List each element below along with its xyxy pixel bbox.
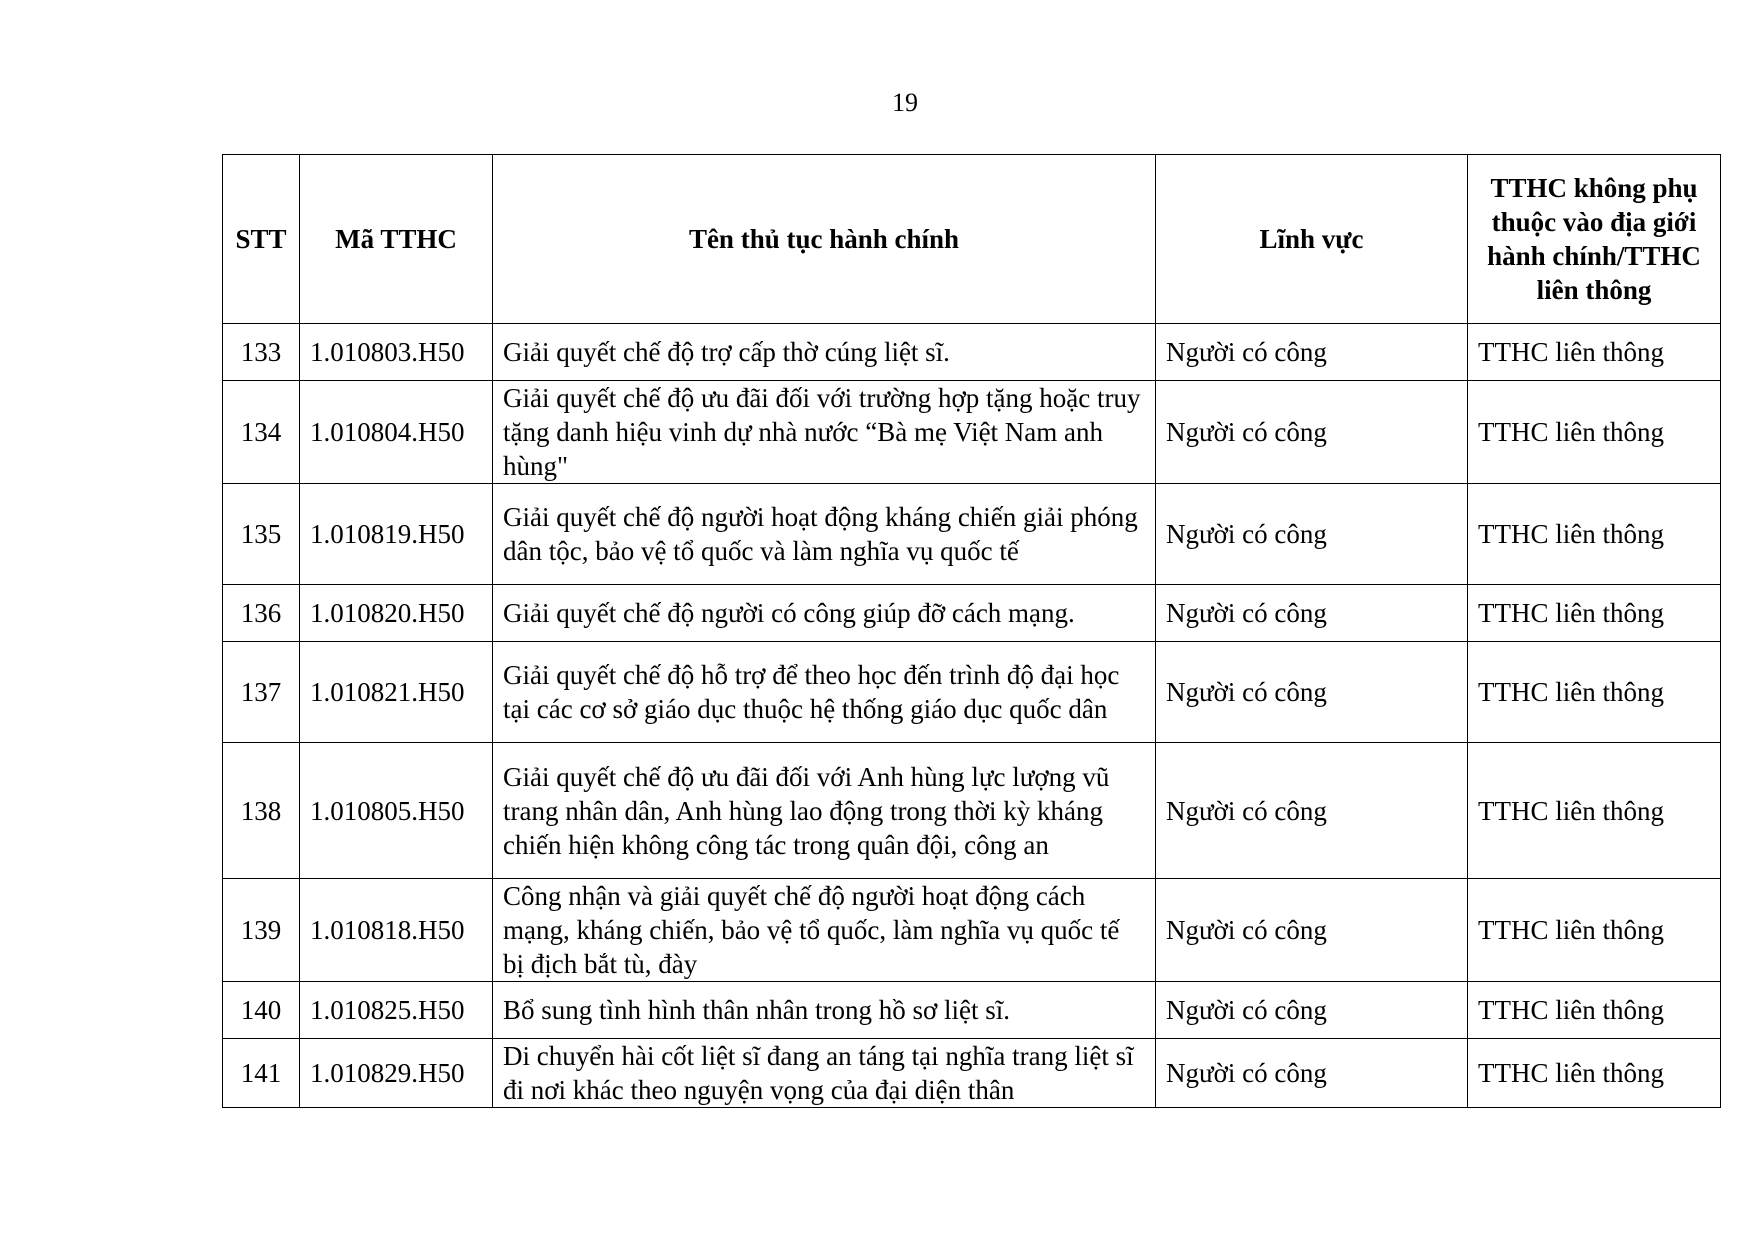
cell-type: TTHC liên thông xyxy=(1468,381,1721,484)
cell-stt: 138 xyxy=(223,743,300,879)
cell-name: Giải quyết chế độ ưu đãi đối với Anh hùng lực lượng vũ trang nhân dân, Anh hùng lao động trong thời kỳ kháng chiến hiện không công tác trong quân đội, công an xyxy=(493,743,1156,879)
cell-stt: 136 xyxy=(223,585,300,642)
cell-field: Người có công xyxy=(1156,585,1468,642)
cell-code: 1.010821.H50 xyxy=(300,642,493,743)
header-stt: STT xyxy=(223,155,300,324)
header-type: TTHC không phụ thuộc vào địa giới hành chính/TTHC liên thông xyxy=(1468,155,1721,324)
cell-code: 1.010829.H50 xyxy=(300,1039,493,1108)
page-number: 19 xyxy=(892,88,918,117)
header-field: Lĩnh vực xyxy=(1156,155,1468,324)
cell-name: Giải quyết chế độ ưu đãi đối với trường hợp tặng hoặc truy tặng danh hiệu vinh dự nhà nước “Bà mẹ Việt Nam anh hùng" xyxy=(493,381,1156,484)
table-row xyxy=(223,381,1721,484)
header-code: Mã TTHC xyxy=(300,155,493,324)
table-row xyxy=(223,879,1721,982)
cell-field: Người có công xyxy=(1156,879,1468,982)
cell-type: TTHC liên thông xyxy=(1468,642,1721,743)
cell-name: Giải quyết chế độ người hoạt động kháng chiến giải phóng dân tộc, bảo vệ tổ quốc và làm nghĩa vụ quốc tế xyxy=(493,484,1156,585)
table-row xyxy=(223,585,1721,642)
table-row xyxy=(223,1039,1721,1108)
cell-type: TTHC liên thông xyxy=(1468,484,1721,585)
table-row xyxy=(223,982,1721,1039)
table-header-row xyxy=(223,155,1721,324)
cell-code: 1.010825.H50 xyxy=(300,982,493,1039)
cell-code: 1.010803.H50 xyxy=(300,324,493,381)
table-row xyxy=(223,642,1721,743)
cell-field: Người có công xyxy=(1156,1039,1468,1108)
cell-field: Người có công xyxy=(1156,484,1468,585)
cell-code: 1.010818.H50 xyxy=(300,879,493,982)
cell-type: TTHC liên thông xyxy=(1468,324,1721,381)
cell-type: TTHC liên thông xyxy=(1468,743,1721,879)
cell-name: Bổ sung tình hình thân nhân trong hồ sơ liệt sĩ. xyxy=(493,982,1156,1039)
cell-name: Giải quyết chế độ hỗ trợ để theo học đến trình độ đại học tại các cơ sở giáo dục thuộc hệ thống giáo dục quốc dân xyxy=(493,642,1156,743)
cell-code: 1.010819.H50 xyxy=(300,484,493,585)
cell-stt: 134 xyxy=(223,381,300,484)
cell-field: Người có công xyxy=(1156,642,1468,743)
header-name: Tên thủ tục hành chính xyxy=(493,155,1156,324)
cell-name: Giải quyết chế độ trợ cấp thờ cúng liệt sĩ. xyxy=(493,324,1156,381)
cell-stt: 140 xyxy=(223,982,300,1039)
cell-stt: 141 xyxy=(223,1039,300,1108)
cell-type: TTHC liên thông xyxy=(1468,585,1721,642)
table-row xyxy=(223,324,1721,381)
cell-code: 1.010805.H50 xyxy=(300,743,493,879)
table-row xyxy=(223,743,1721,879)
cell-stt: 133 xyxy=(223,324,300,381)
cell-stt: 137 xyxy=(223,642,300,743)
cell-code: 1.010820.H50 xyxy=(300,585,493,642)
cell-type: TTHC liên thông xyxy=(1468,879,1721,982)
cell-field: Người có công xyxy=(1156,743,1468,879)
cell-name: Công nhận và giải quyết chế độ người hoạt động cách mạng, kháng chiến, bảo vệ tổ quốc, làm nghĩa vụ quốc tế bị địch bắt tù, đày xyxy=(493,879,1156,982)
cell-name: Di chuyển hài cốt liệt sĩ đang an táng tại nghĩa trang liệt sĩ đi nơi khác theo nguyện vọng của đại diện thân xyxy=(493,1039,1156,1108)
cell-stt: 139 xyxy=(223,879,300,982)
cell-field: Người có công xyxy=(1156,982,1468,1039)
cell-field: Người có công xyxy=(1156,324,1468,381)
cell-type: TTHC liên thông xyxy=(1468,982,1721,1039)
cell-stt: 135 xyxy=(223,484,300,585)
cell-field: Người có công xyxy=(1156,381,1468,484)
cell-type: TTHC liên thông xyxy=(1468,1039,1721,1108)
table-row xyxy=(223,484,1721,585)
procedures-table xyxy=(222,154,1721,1108)
cell-name: Giải quyết chế độ người có công giúp đỡ cách mạng. xyxy=(493,585,1156,642)
cell-code: 1.010804.H50 xyxy=(300,381,493,484)
